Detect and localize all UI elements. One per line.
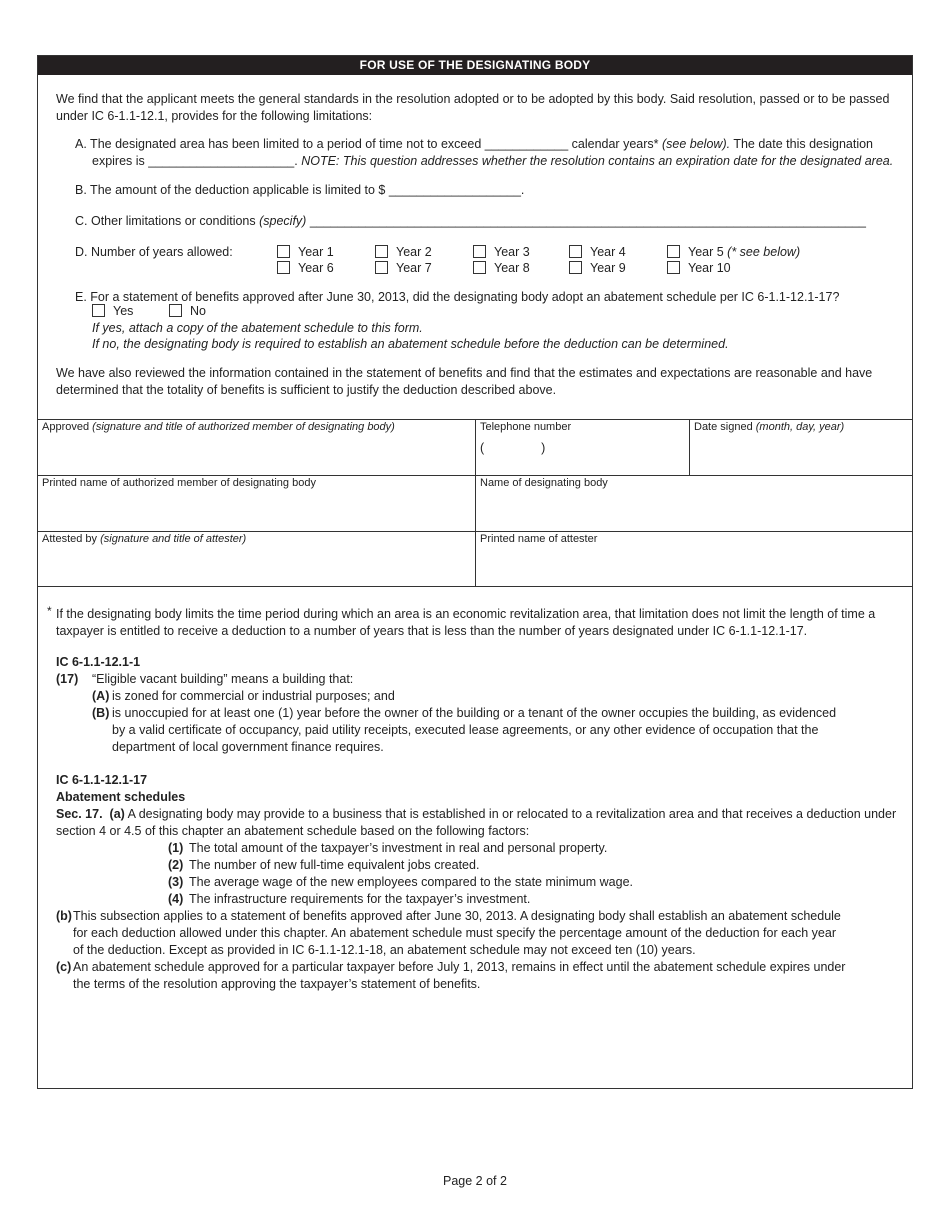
ic-section-1-heading: IC 6-1.1-12.1-1 [56,655,141,669]
sec17-b-label: (b) [56,909,72,923]
year-4-option[interactable]: Year 4 [569,245,626,259]
item-c: C. Other limitations or conditions (specify) ________________________________________________________________________________ [75,214,866,228]
intro-paragraph: We find that the applicant meets the general standards in the resolution adopted or to be adopted by this body. Said resolution, passed or to be passed under IC 6-1.1-12.1, provides for the following limitations: [56,92,890,123]
page-number: Page 2 of 2 [443,1174,507,1188]
year-9-option[interactable]: Year 9 [569,261,626,275]
item-a: A. The designated area has been limited to a period of time not to exceed ____________ calendar years* (see below). The date this designation expires is _____________________. NOTE: This question addresses whether the resolution contains an expiration date for the designated area. [75,137,894,168]
ic1-a-text: is zoned for commercial or industrial purposes; and [112,689,395,703]
ic1-17-label: (17) [56,672,79,686]
phone-area-close: ) [541,441,546,455]
ic1-b-text-2: by a valid certificate of occupancy, paid utility receipts, executed lease agreements, or any other evidence of occupation that the [112,723,819,737]
printed-attester-name-field[interactable]: Printed name of attester [480,533,598,545]
ic-section-17-heading: IC 6-1.1-12.1-17 [56,773,148,787]
attested-by-field[interactable]: Attested by (signature and title of attester) [42,533,247,545]
abatement-no-checkbox[interactable] [169,304,182,317]
year-7-checkbox[interactable] [375,261,388,274]
factor-3-label: (3) [168,875,184,889]
item-e-question: E. For a statement of benefits approved after June 30, 2013, did the designating body adopt an abatement schedule per IC 6-1.1-12.1-17? [75,290,840,304]
year-3-checkbox[interactable] [473,245,486,258]
review-paragraph: We have also reviewed the information contained in the statement of benefits and find that the estimates and expectations are reasonable and have determined that the totality of benefits is sufficient to justify the deduction described above. [56,366,873,397]
year-9-checkbox[interactable] [569,261,582,274]
if-yes-note: If yes, attach a copy of the abatement schedule to this form. [92,321,423,335]
factor-1-label: (1) [168,841,184,855]
factor-2-text: The number of new full-time equivalent jobs created. [189,858,480,872]
ic1-a-label: (A) [92,689,110,703]
year-1-checkbox[interactable] [277,245,290,258]
factor-4-text: The infrastructure requirements for the taxpayer’s investment. [189,892,531,906]
sec17-a-line-1: Sec. 17. (a) A designating body may provide to a business that is established in or relocated to a revitalization area and that receives a deduction under [56,807,897,821]
sec17-c-label: (c) [56,960,72,974]
abatement-schedules-heading: Abatement schedules [56,790,186,804]
sec17-a-line-2: section 4 or 4.5 of this chapter an abatement schedule based on the following factors: [56,824,530,838]
year-6-checkbox[interactable] [277,261,290,274]
year-6-option[interactable]: Year 6 [277,261,334,275]
item-b: B. The amount of the deduction applicable is limited to $ ___________________. [75,183,525,197]
item-d-label: D. Number of years allowed: [75,245,233,259]
year-10-checkbox[interactable] [667,261,680,274]
section-header: FOR USE OF THE DESIGNATING BODY [38,56,912,75]
sec17-c-line-1: An abatement schedule approved for a particular taxpayer before July 1, 2013, remains in effect until the abatement schedule expires under [73,960,846,974]
grid-line [689,419,690,475]
factor-1-text: The total amount of the taxpayer’s investment in real and personal property. [189,841,608,855]
year-5-checkbox[interactable] [667,245,680,258]
ic1-b-label: (B) [92,706,110,720]
if-no-note: If no, the designating body is required to establish an abatement schedule before the deduction can be determined. [92,337,729,351]
ic1-17-definition: “Eligible vacant building” means a building that: [92,672,354,686]
telephone-field[interactable]: Telephone number ( ) [480,421,572,455]
footnote-text: If the designating body limits the time period during which an area is an economic revitalization area, that limitation does not limit the length of time a taxpayer is entitled to receive a deduction to a number of years that is less than the number of years designated under IC 6-1.1-12.1-17. [56,607,876,638]
factor-3-text: The average wage of the new employees compared to the state minimum wage. [189,875,633,889]
abatement-yes-option[interactable]: Yes [92,304,133,318]
year-2-checkbox[interactable] [375,245,388,258]
year-10-option[interactable]: Year 10 [667,261,731,275]
signature-grid [38,419,912,587]
year-8-option[interactable]: Year 8 [473,261,530,275]
sec17-b-line-3: of the deduction. Except as provided in IC 6-1.1-12.1-18, an abatement schedule may not exceed ten (10) years. [73,943,696,957]
designating-body-section [37,55,913,1089]
year-4-checkbox[interactable] [569,245,582,258]
year-7-option[interactable]: Year 7 [375,261,432,275]
ic1-b-text-1: is unoccupied for at least one (1) year before the owner of the building or a tenant of the owner occupies the building, as evidenced [112,706,837,720]
footnote-asterisk: * [47,604,52,618]
phone-area-open: ( [480,441,485,455]
designating-body-name-field[interactable]: Name of designating body [480,477,608,489]
year-8-checkbox[interactable] [473,261,486,274]
printed-member-name-field[interactable]: Printed name of authorized member of designating body [42,477,316,489]
sec17-c-line-2: the terms of the resolution approving the taxpayer’s statement of benefits. [73,977,481,991]
abatement-no-option[interactable]: No [169,304,206,318]
year-2-option[interactable]: Year 2 [375,245,432,259]
grid-line [475,419,476,587]
date-signed-field[interactable]: Date signed (month, day, year) [694,421,845,433]
abatement-yes-checkbox[interactable] [92,304,105,317]
factor-2-label: (2) [168,858,184,872]
ic1-b-text-3: department of local government finance requires. [112,740,384,754]
sec17-b-line-1: This subsection applies to a statement of benefits approved after June 30, 2013. A designating body shall establish an abatement schedule [73,909,841,923]
factor-4-label: (4) [168,892,184,906]
year-1-option[interactable]: Year 1 [277,245,334,259]
sec17-b-line-2: for each deduction allowed under this chapter. An abatement schedule must specify the percentage amount of the deduction for each year [73,926,836,940]
year-3-option[interactable]: Year 3 [473,245,530,259]
approved-signature-field[interactable]: Approved (signature and title of authorized member of designating body) [42,421,395,433]
year-5-option[interactable]: Year 5 (* see below) [667,245,800,259]
